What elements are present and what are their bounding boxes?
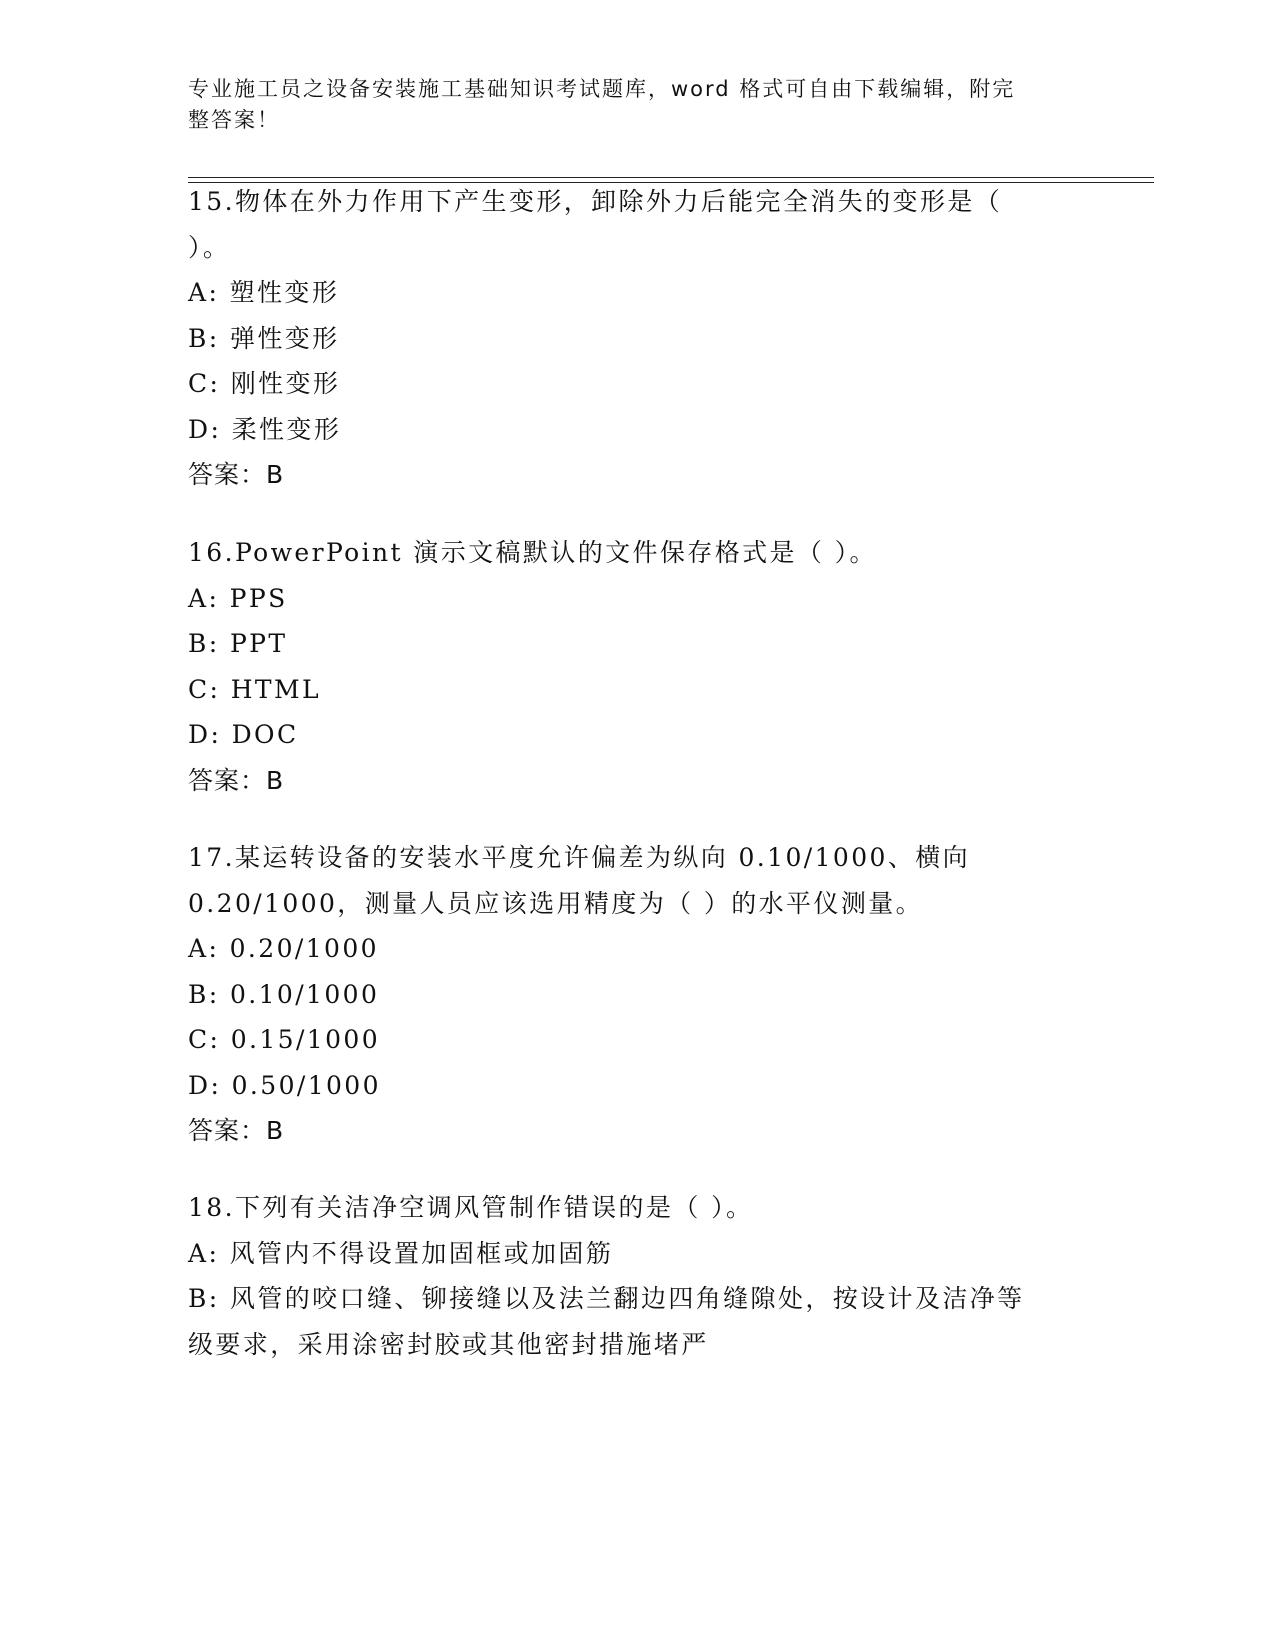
option-b: B: 风管的咬口缝、铆接缝以及法兰翻边四角缝隙处，按设计及洁净等 (188, 1284, 1025, 1313)
option-a: A: PPS (188, 583, 288, 613)
answer: 答案：B (188, 460, 285, 489)
question-15 (188, 179, 1088, 498)
answer: 答案：B (188, 1116, 285, 1145)
option-a: A: 风管内不得设置加固框或加固筋 (188, 1238, 614, 1268)
question-stem-line: 16.PowerPoint 演示文稿默认的文件保存格式是（ ）。 (188, 538, 877, 567)
question-stem-line: 18.下列有关洁净空调风管制作错误的是（ ）。 (188, 1193, 754, 1222)
option-a: A: 塑性变形 (188, 278, 340, 307)
question-18 (188, 1185, 1088, 1367)
header-divider-top (188, 177, 1154, 178)
answer: 答案：B (188, 765, 285, 795)
option-a: A: 0.20/1000 (188, 934, 379, 963)
option-c: C: 刚性变形 (188, 369, 341, 398)
option-b: B: PPT (188, 629, 288, 658)
header-line-2: 整答案！ (188, 108, 280, 132)
question-16 (188, 530, 1088, 803)
question-stem-line: 17.某运转设备的安装水平度允许偏差为纵向 0.10/1000、横向 (188, 843, 971, 872)
option-b: B: 弹性变形 (188, 323, 340, 353)
option-d: D: 柔性变形 (188, 414, 342, 444)
option-b: B: 0.10/1000 (188, 979, 380, 1009)
option-c: C: HTML (188, 674, 321, 704)
question-stem-line: ）。 (188, 232, 231, 262)
option-c: C: 0.15/1000 (188, 1025, 381, 1054)
question-17 (188, 835, 1088, 1154)
header-line-1: 专业施工员之设备安装施工基础知识考试题库，word 格式可自由下载编辑，附完 (188, 77, 1016, 101)
question-stem-line: 15.物体在外力作用下产生变形，卸除外力后能完全消失的变形是（ (188, 187, 1003, 216)
option-d: D: 0.50/1000 (188, 1070, 381, 1100)
question-stem-line: 0.20/1000，测量人员应该选用精度为（ ）的水平仪测量。 (188, 888, 924, 918)
document-header (188, 74, 1068, 136)
option-b-continued: 级要求，采用涂密封胶或其他密封措施堵严 (188, 1329, 709, 1359)
option-d: D: DOC (188, 720, 299, 749)
